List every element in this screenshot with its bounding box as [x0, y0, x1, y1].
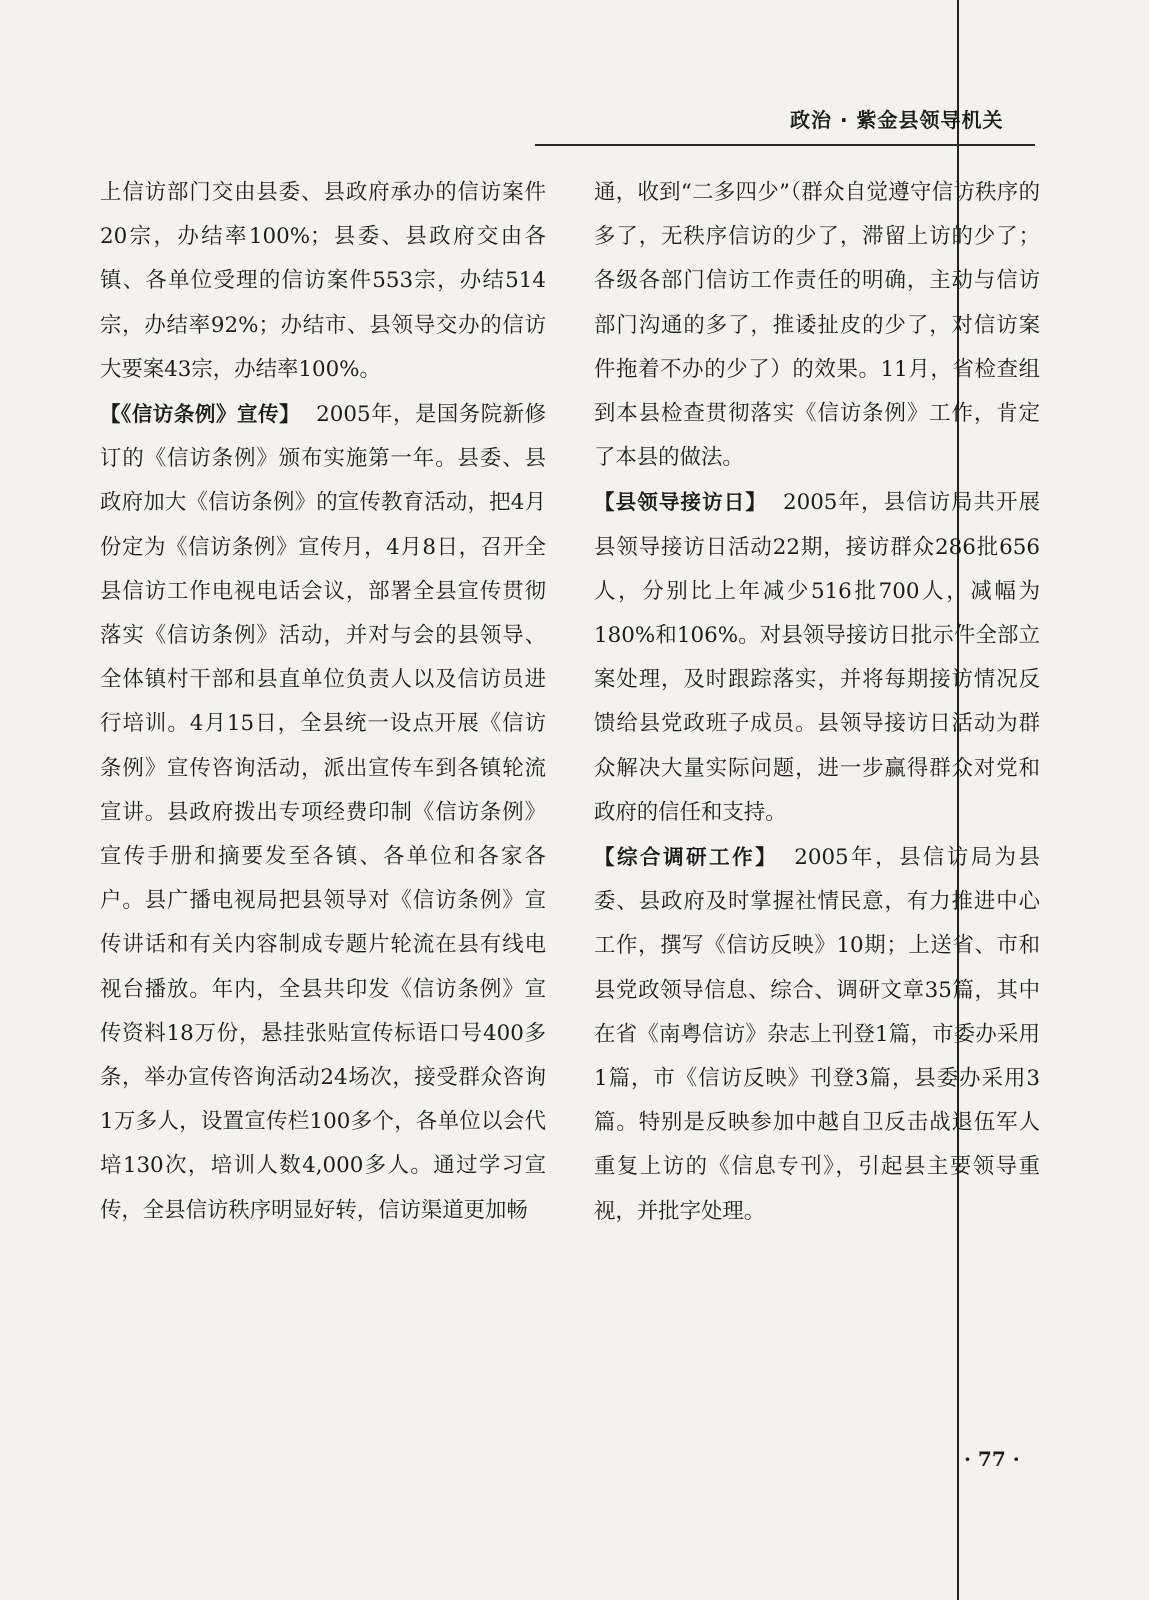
section-heading: 【县领导接访日】	[594, 490, 767, 515]
page-number: · 77 ·	[964, 1447, 1020, 1471]
section-xinfang-regulation	[100, 392, 546, 1233]
paragraph-continuation: 上信访部门交由县委、县政府承办的信访案件20宗，办结率100%；县委、县政府交由各镇、各单位受理的信访案件553宗，办结514宗，办结率92%；办结市、县领导交办的信访大要案43宗，办结率100%。	[100, 180, 546, 382]
paragraph-continuation: 通，收到“二多四少”（群众自觉遵守信访秩序的多了，无秩序信访的少了，滞留上访的少了；各级各部门信访工作责任的明确，主动与信访部门沟通的多了，推诿扯皮的少了，对信访案件拖着不办的少了）的效果。11月，省检查组到本县检查贯彻落实《信访条例》工作，肯定了本县的做法。	[594, 180, 1040, 471]
section-heading: 【《信访条例》宣传】	[100, 402, 301, 427]
left-column	[100, 171, 546, 1233]
right-column	[594, 171, 1040, 1234]
section-text: 2005年，是国务院新修订的《信访条例》颁布实施第一年。县委、县政府加大《信访条例》的宣传教育活动，把4月份定为《信访条例》宣传月，4月8日，召开全县信访工作电视电话会议，部署全县宣传贯彻落实《信访条例》活动，并对与会的县领导、全体镇村干部和县直单位负责人以及信访员进行培训。4月15日，全县统一设点开展《信访条例》宣传咨询活动，派出宣传车到各镇轮流宣讲。县政府拨出专项经费印制《信访条例》宣传手册和摘要发至各镇、各单位和各家各户。县广播电视局把县领导对《信访条例》宣传讲话和有关内容制成专题片轮流在县有线电视台播放。年内，全县共印发《信访条例》宣传资料18万份，悬挂张贴宣传标语口号400多条，举办宣传咨询活动24场次，接受群众咨询1万多人，设置宣传栏100多个，各单位以会代培130次，培训人数4,000多人。通过学习宣传，全县信访秩序明显好转，信访渠道更加畅	[100, 402, 546, 1223]
section-heading: 【综合调研工作】	[594, 845, 779, 870]
running-header: 政治 · 紫金县领导机关	[790, 108, 1004, 132]
header-rule	[535, 144, 1035, 146]
section-text: 2005年，县信访局为县委、县政府及时掌握社情民意，有力推进中心工作，撰写《信访反映》10期；上送省、市和县党政领导信息、综合、调研文章35篇，其中在省《南粤信访》杂志上刊登1篇，市委办采用1篇，市《信访反映》刊登3篇，县委办采用3篇。特别是反映参加中越自卫反击战退伍军人重复上访的《信息专刊》，引起县主要领导重视，并批字处理。	[594, 845, 1040, 1224]
section-leader-reception-day	[594, 480, 1040, 835]
section-research-work	[594, 835, 1040, 1234]
section-text: 2005年，县信访局共开展县领导接访日活动22期，接访群众286批656人，分别比上年减少516批700人，减幅为180%和106%。对县领导接访日批示件全部立案处理，及时跟踪落实，并将每期接访情况反馈给县党政班子成员。县领导接访日活动为群众解决大量实际问题，进一步赢得群众对党和政府的信任和支持。	[594, 490, 1040, 825]
